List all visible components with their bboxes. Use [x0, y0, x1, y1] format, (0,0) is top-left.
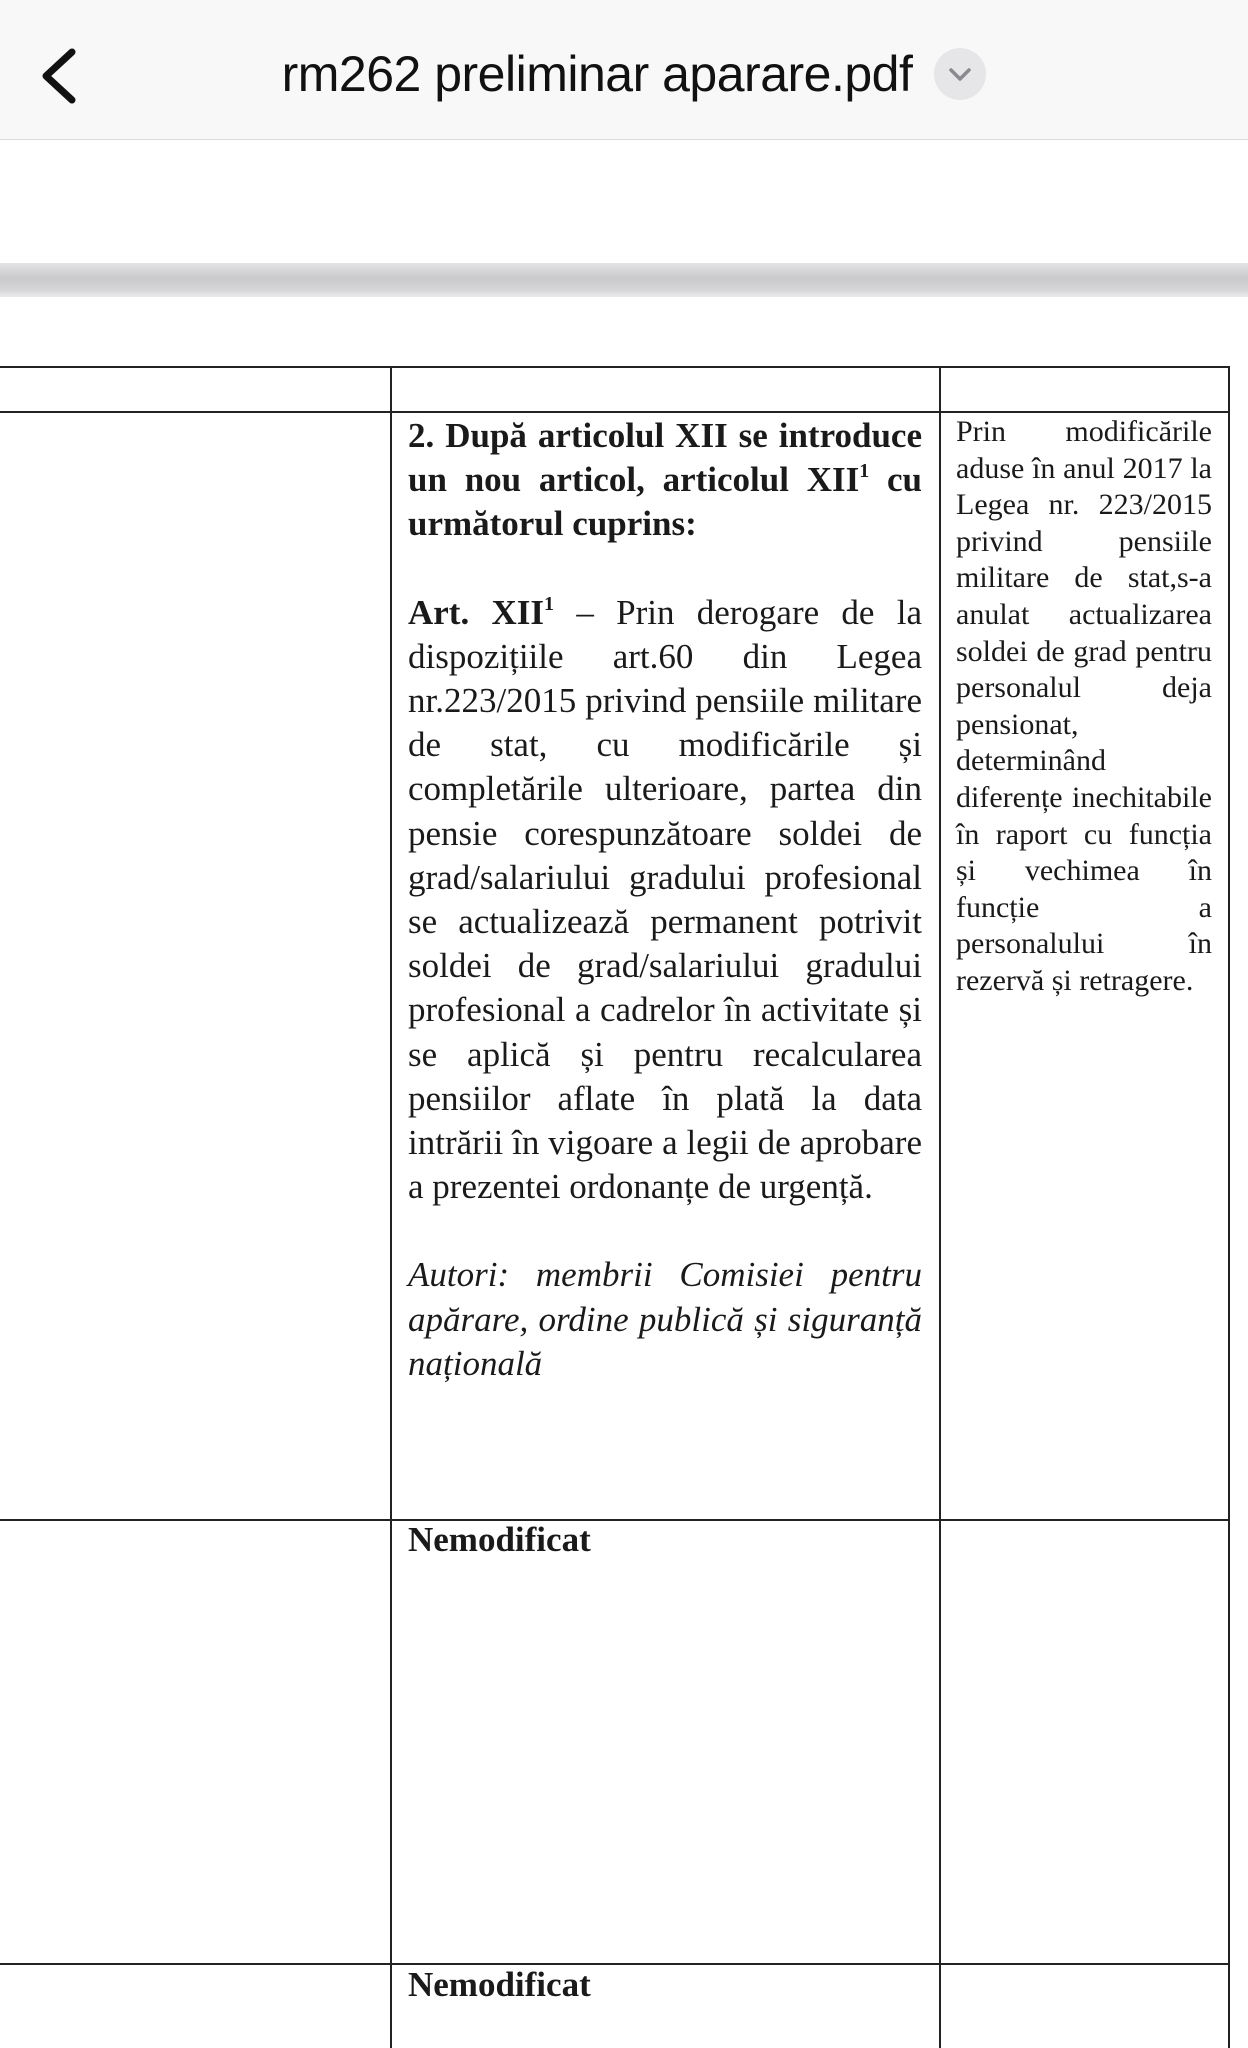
- title-area: [0, 42, 1248, 106]
- table-column-divider: [939, 366, 941, 2048]
- chevron-down-icon: [946, 64, 974, 84]
- table-border-top: [0, 366, 1230, 368]
- motivation-cell: Prin modificările aduse în anul 2017 la Legea nr. 223/2015 privind pensiile militare de stat,s-a anulat actualizarea soldei de grad pentru personalul deja pensionat, determinând diferențe inechitabile în raport cu funcția și vechimea în funcție a personalului în rezervă și retragere.: [956, 415, 1212, 997]
- table-border-right: [1228, 366, 1230, 2048]
- document-title: rm262 preliminar aparare.pdf: [281, 46, 913, 102]
- table-row-divider: [0, 1963, 1230, 1965]
- title-menu-button[interactable]: [934, 48, 986, 100]
- table-row-divider: [0, 1519, 1230, 1521]
- table-row-divider: [0, 411, 1230, 413]
- article-text: Art. XII$^1$ – Prin derogare de la dispozițiile art.60 din Legea nr.223/2015 privind pensiile militare de stat, cu modificările și completările ulterioare, partea din pensie corespunzătoare soldei de grad/salariului gradului profesional se actualizează permanent potrivit soldei de grad/salariului gradului profesional a cadrelor în activitate și se aplică și pentru recalcularea pensiilor aflate în plată la data intrării în vigoare a legii de aprobare a prezentei ordonanțe de urgență.: [408, 592, 923, 1207]
- page-separator: [0, 263, 1248, 297]
- row2-proposal: Nemodificat: [408, 1520, 591, 1559]
- top-nav-bar: [0, 0, 1248, 140]
- table-column-divider: [390, 366, 392, 2048]
- proposal-cell: [408, 414, 922, 1386]
- authors-note: Autori: membrii Comisiei pentru apărare, ordine publică și siguranță națională: [408, 1255, 922, 1383]
- row3-proposal: Nemodificat: [408, 1965, 591, 2004]
- proposal-heading: 2. După articolul XII se introduce un nou articol, articolul XII$^1$ cu următorul cuprins:: [408, 416, 922, 544]
